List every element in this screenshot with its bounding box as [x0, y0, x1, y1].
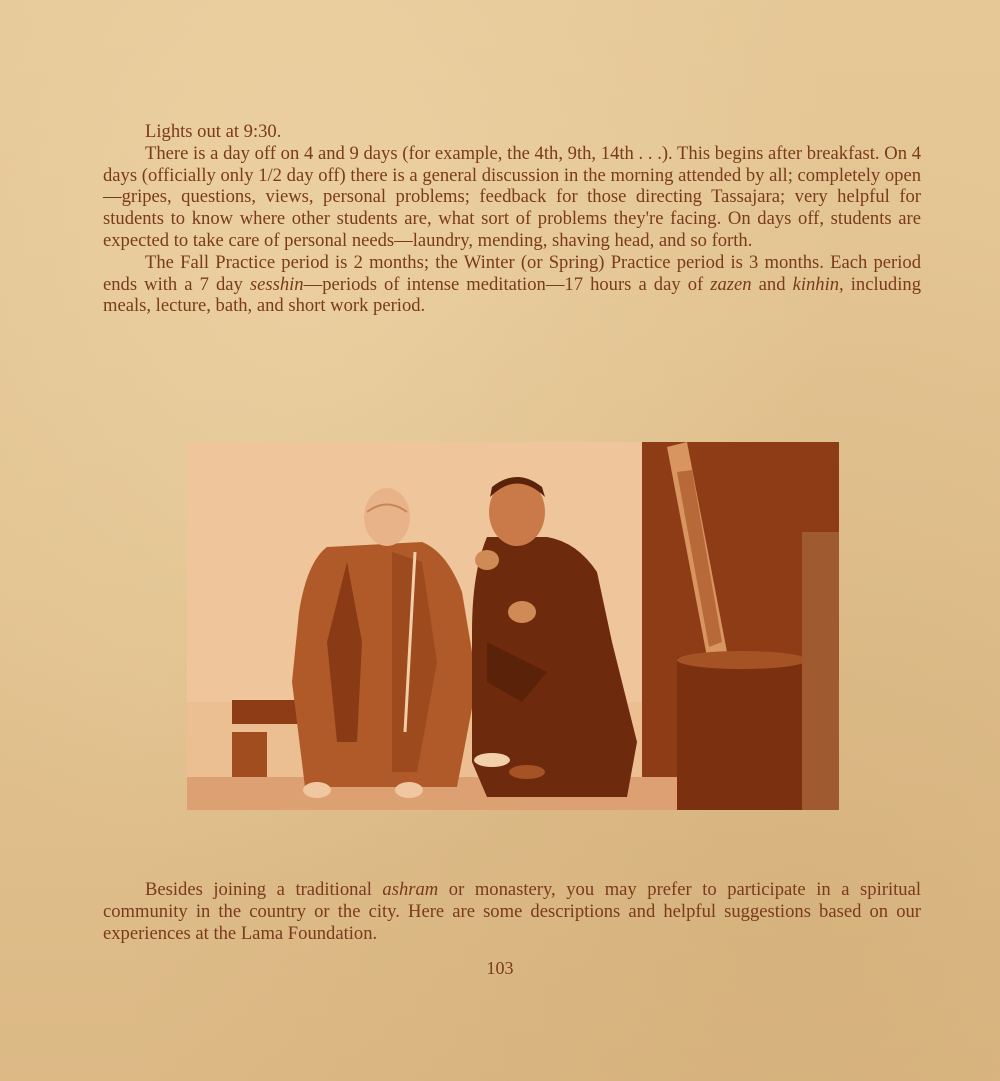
term-kinhin: kinhin,: [792, 273, 844, 295]
term-ashram: ashram: [382, 879, 439, 900]
community-text-a: Besides joining a traditional: [145, 879, 383, 900]
term-zazen: zazen: [710, 273, 752, 295]
bottom-text-block: [103, 879, 921, 944]
term-sesshin: sesshin: [249, 273, 304, 295]
paragraph-practice-period: [103, 252, 921, 317]
page-number: 103: [486, 958, 514, 978]
community-text-b: or monastery, you may prefer to participate in a spiritual community in the country or the city. Here are some descriptions and helpful suggestions based on our experiences at the Lama Foundation.: [103, 879, 921, 944]
photograph-two-men-seated: [187, 442, 839, 810]
paragraph-day-off: There is a day off on 4 and 9 days (for example, the 4th, 9th, 14th . . .). This begins after breakfast. On 4 days (officially only 1/2 day off) there is a general discussion in the morning attended by all; completely open—gripes, questions, views, personal problems; feedback for those directing Tassajara; very helpful for students to know where other students are, what sort of problems they're facing. On days off, students are expected to take care of personal needs—laundry, mending, shaving head, and so forth.: [103, 142, 921, 251]
practice-text-b: —periods of intense meditation—17 hours a day of: [303, 273, 711, 295]
photo-illustration: [187, 442, 839, 810]
top-text-block: [103, 121, 921, 317]
paragraph-spiritual-community: [103, 879, 921, 944]
paragraph-lights-out: Lights out at 9:30.: [145, 121, 282, 142]
practice-text-d: including meals, lecture, bath, and short work period.: [103, 273, 921, 317]
practice-text-c: and: [751, 273, 793, 295]
practice-text-a: The Fall Practice period is 2 months; the Winter (or Spring) Practice period is 3 months. Each period ends with a 7 day: [103, 251, 921, 295]
